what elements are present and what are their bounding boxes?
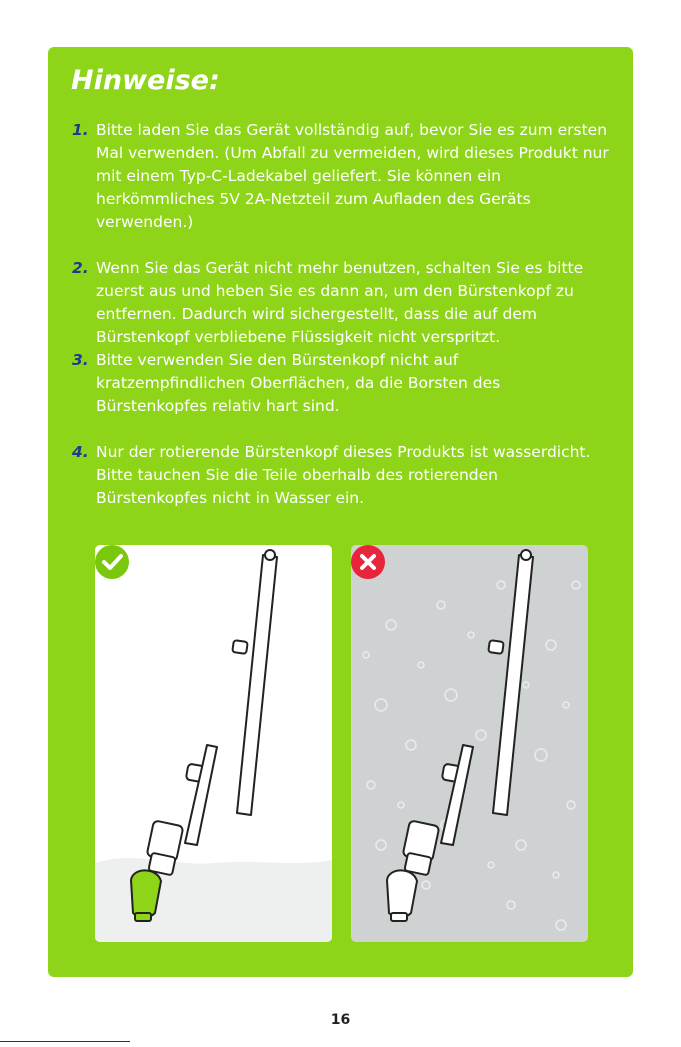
- note-number: 1.: [72, 121, 89, 139]
- note-number: 2.: [72, 259, 89, 277]
- notes-panel: [48, 47, 633, 977]
- note-item-1: [72, 119, 612, 234]
- note-number: 3.: [72, 351, 89, 369]
- note-item-3: [72, 349, 612, 418]
- note-text: Wenn Sie das Gerät nicht mehr benutzen, schalten Sie es bitte zuerst aus und heben Sie es dann an, um den Bürstenkopf zu entfernen. Dadurch wird sichergestellt, dass die auf dem Bürstenkopf verbliebene Flüssigkeit nicht verspritzt.: [96, 259, 584, 346]
- brush-in-water-image: [351, 545, 588, 942]
- correct-usage-illustration: [95, 545, 332, 942]
- note-item-4: [72, 441, 612, 510]
- note-text: Bitte laden Sie das Gerät vollständig auf, bevor Sie es zum ersten Mal verwenden. (Um Abfall zu vermeiden, wird dieses Produkt nur mit einem Typ-C-Ladekabel geliefert. Sie können ein herkömmliches 5V 2A-Netzteil zum Aufladen des Geräts verwenden.): [96, 121, 609, 231]
- notes-list: [72, 119, 612, 510]
- brush-on-foam-image: [95, 545, 332, 942]
- checkmark-icon: [95, 545, 129, 579]
- note-item-2: [72, 257, 612, 349]
- page-number: 16: [330, 1012, 351, 1028]
- note-text: Bitte verwenden Sie den Bürstenkopf nicht auf kratzempfindlichen Oberflächen, da die Borsten des Bürstenkopfes relativ hart sind.: [96, 351, 501, 415]
- incorrect-usage-illustration: [351, 545, 588, 942]
- cross-icon: [351, 545, 385, 579]
- footer-divider: [0, 1041, 130, 1042]
- notes-title: Hinweise:: [71, 65, 220, 96]
- note-text: Nur der rotierende Bürstenkopf dieses Produkts ist wasserdicht. Bitte tauchen Sie die Teile oberhalb des rotierenden Bürstenkopfes nicht in Wasser ein.: [96, 443, 591, 507]
- note-number: 4.: [72, 443, 89, 461]
